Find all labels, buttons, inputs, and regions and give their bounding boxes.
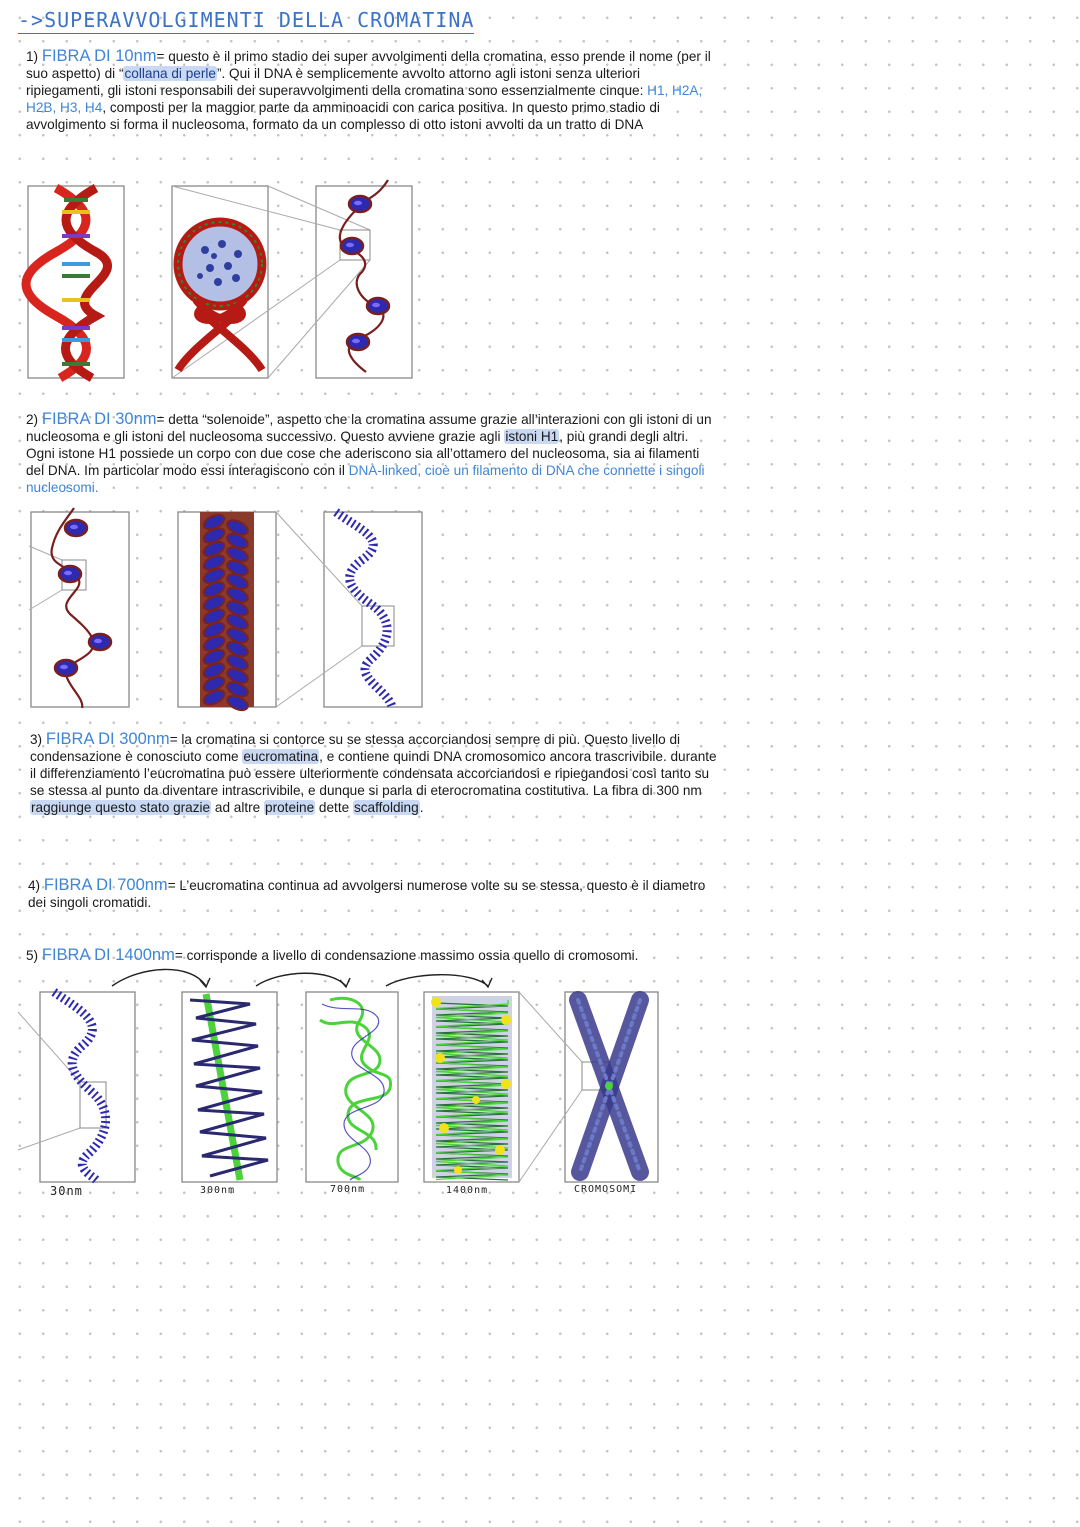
section-number: 3) xyxy=(30,732,43,747)
section-text: = detta “solenoide”, aspetto che la cromatina assume grazie all’interazioni con gli istoni di un nucleosoma e gli istoni del nucleosoma successivo. Questo avviene grazie agli xyxy=(26,412,712,444)
section-text: = questo è il primo stadio dei super avvolgimenti della cromatina, esso prende il nome (per il suo aspetto) di “ xyxy=(26,49,711,81)
solenoid-nucleosome xyxy=(201,674,226,694)
solenoid-nucleosome xyxy=(201,620,226,640)
section-heading: FIBRA DI 1400nm xyxy=(41,946,175,964)
section-number: 2) xyxy=(26,412,39,427)
beads-on-string xyxy=(340,180,389,372)
highlight-text: collana di perle xyxy=(124,66,216,81)
label-300nm: 300nm xyxy=(200,1185,236,1196)
dense-loops xyxy=(436,1000,508,1180)
section-text: dette xyxy=(315,800,353,815)
label-30nm: 30nm xyxy=(50,1184,83,1198)
solenoid-nucleosome xyxy=(225,666,250,686)
dna-helix-panel xyxy=(28,186,124,378)
section-text: = corrisponde a livello di condensazione massimo ossia quello di cromosomi. xyxy=(174,948,639,963)
solenoid-nucleosome xyxy=(201,579,226,599)
solenoid-nucleosome xyxy=(225,598,250,618)
solenoid-nucleosome xyxy=(225,517,250,537)
solenoid-nucleosome xyxy=(201,660,226,680)
solenoid-nucleosome xyxy=(225,531,250,551)
scaffold-axis xyxy=(206,994,240,1180)
solenoid-nucleosome xyxy=(201,687,226,707)
fiber-panel xyxy=(324,512,422,707)
thirty-nm-fiber xyxy=(336,512,392,707)
beads-panel xyxy=(31,512,129,707)
beads-on-string xyxy=(52,508,111,708)
panel-chromosome xyxy=(565,992,658,1182)
beads-panel xyxy=(316,186,412,378)
section-5 xyxy=(26,947,716,964)
section-text: , composti per la maggior parte da amminoacidi con carica positiva. In questo primo stadio di avvolgimento si forma il nucleosoma, formato da un complesso di otto istoni avvolti da un tratto di DNA xyxy=(26,100,660,132)
section-text: ad altre xyxy=(211,800,265,815)
solenoid-nucleosome xyxy=(201,525,226,545)
section-heading: FIBRA DI 700nm xyxy=(43,876,168,894)
solenoid-nucleosome xyxy=(201,539,226,559)
section-text: , e contiene quindi DNA cromosomico ancora trascrivibile. durante il differenziamento l’eucromatina può essere ulteriormente condensata accorciandosi e ripiegandosi così tanto su se stessa al punto da diventare intrascrivibile, e dunque si parla di eterocromatina costitutiva. La fibra di 300 nm xyxy=(30,749,717,798)
solenoid-column xyxy=(200,512,254,713)
section-text: . xyxy=(419,800,424,815)
dna-double-helix xyxy=(26,188,108,378)
solenoid-nucleosome xyxy=(225,679,250,699)
solenoid-nucleosome xyxy=(201,566,226,586)
label-chromosomes: CROMOSOMI xyxy=(574,1184,638,1195)
nucleosome-panel xyxy=(172,186,268,378)
solenoid-nucleosome xyxy=(201,512,226,532)
solenoid-nucleosome xyxy=(225,639,250,659)
panel-300nm xyxy=(182,992,277,1182)
chromosome xyxy=(578,1000,640,1172)
section-text: ”. Qui il DNA è semplicemente avvolto attorno agli istoni senza ulteriori ripiegamenti, gli istoni responsabili dei superavvolgimenti della cromatina sono essenzialmente cinque: xyxy=(26,66,648,98)
panel-1400nm xyxy=(424,992,519,1182)
highlight-text: eucromatina xyxy=(243,749,319,764)
solenoid-nucleosome xyxy=(225,558,250,578)
solenoid-nucleosome xyxy=(201,593,226,613)
solenoid-nucleosome xyxy=(225,652,250,672)
section-heading: FIBRA DI 30nm xyxy=(41,410,157,428)
highlight-text: istoni H1 xyxy=(505,429,559,444)
section-1 xyxy=(26,48,716,133)
solenoid-nucleosome xyxy=(225,544,250,564)
section-text: = la cromatina si contorce su se stessa accorciandosi sempre di più. Questo livello di condensazione è conosciuto come xyxy=(30,732,681,764)
section-2 xyxy=(26,411,716,496)
section-3 xyxy=(30,731,720,816)
blue-text: DNA-linked, cioè un filamento di DNA che connette i singoli nucleosomi. xyxy=(26,463,705,495)
section-number: 5) xyxy=(26,948,39,963)
panel-700nm xyxy=(306,992,398,1182)
dense-loops xyxy=(436,1000,508,1180)
fiber-300nm xyxy=(190,1000,268,1176)
nucleosome-core xyxy=(178,222,262,370)
solenoid-nucleosome xyxy=(201,606,226,626)
solenoid-nucleosome xyxy=(225,612,250,632)
solenoid-panel xyxy=(178,512,276,707)
highlight-text: raggiunge questo stato grazie xyxy=(31,800,211,815)
section-number: 1) xyxy=(26,49,39,64)
fiber-700nm xyxy=(320,998,391,1180)
fiber-30nm xyxy=(54,992,106,1182)
section-text: = L’eucromatina continua ad avvolgersi numerose volte su se stessa, questo è il diametro dei singoli cromatidi. xyxy=(28,878,706,910)
blue-text: H1, H2A, H2B, H3, H4 xyxy=(26,83,703,115)
section-4 xyxy=(28,877,718,911)
solenoid-nucleosome xyxy=(225,585,250,605)
fiber-1400nm xyxy=(431,996,512,1180)
section-number: 4) xyxy=(28,878,41,893)
solenoid-nucleosome xyxy=(201,647,226,667)
panel-30nm xyxy=(40,992,135,1182)
solenoid-nucleosome xyxy=(225,625,250,645)
page-title: ->SUPERAVVOLGIMENTI DELLA CROMATINA xyxy=(18,8,475,32)
section-text: , più grandi degli altri. Ogni istone H1 possiede un corpo con due cose che aderiscono sia all’ottamero del nucleosoma, sia ai filamenti del DNA. Im particolar modo essi interagiscono con il xyxy=(26,429,700,478)
solenoid-nucleosome xyxy=(201,633,226,653)
label-700nm: 700nm xyxy=(330,1184,366,1195)
solenoid-nucleosome xyxy=(225,693,250,713)
section-heading: FIBRA DI 10nm xyxy=(41,47,157,65)
highlight-text: scaffolding xyxy=(353,800,419,815)
solenoid-nucleosome xyxy=(201,552,226,572)
section-heading: FIBRA DI 300nm xyxy=(45,730,170,748)
solenoid-nucleosome xyxy=(225,571,250,591)
curved-arrows xyxy=(112,969,492,987)
label-1400nm: 1400nm xyxy=(446,1185,489,1196)
highlight-text: proteine xyxy=(265,800,315,815)
